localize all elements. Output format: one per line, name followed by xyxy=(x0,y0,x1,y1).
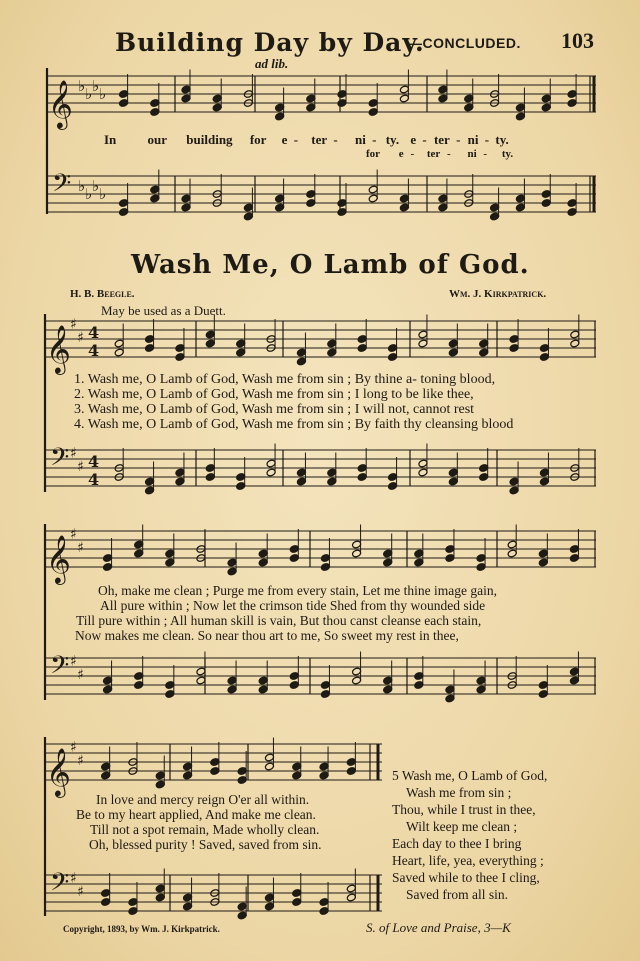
flat-sign: ♭ xyxy=(78,76,86,95)
sharp-sign: ♯ xyxy=(70,870,77,887)
sharp-sign: ♯ xyxy=(77,884,84,901)
sharp-sign: ♯ xyxy=(77,330,84,347)
flat-sign: ♭ xyxy=(92,176,100,195)
stanza5-line-7: Saved while to thee I cling, xyxy=(392,870,540,885)
time-signature: 4 xyxy=(88,452,100,471)
flat-sign: ♭ xyxy=(99,84,107,103)
sharp-sign: ♯ xyxy=(77,459,84,476)
sharp-sign: ♯ xyxy=(70,739,77,756)
sharp-sign: ♯ xyxy=(77,540,84,557)
verse-line-4: 4. Wash me, O Lamb of God, Wash me from sin ; By faith thy cleansing blood xyxy=(74,417,514,432)
stanza5-line-8: Saved from all sin. xyxy=(406,887,508,902)
flat-sign: ♭ xyxy=(99,184,107,203)
stanza5-line-6: Heart, life, yea, everything ; xyxy=(392,853,544,868)
copyright-note: Copyright, 1893, by Wm. J. Kirkpatrick. xyxy=(63,924,220,934)
final-line-4: Oh, blessed purity ! Saved, saved from sin. xyxy=(89,837,322,852)
time-signature: 4 xyxy=(88,323,100,342)
page-number: 103 xyxy=(561,28,594,53)
bass-clef: 𝄢 xyxy=(50,650,70,686)
top-lyric-line-2: for e - ter - ni - ty. xyxy=(366,148,514,160)
sharp-sign: ♯ xyxy=(70,445,77,462)
stanza5-line-1: 5 Wash me, O Lamb of God, xyxy=(392,768,548,783)
composer-credit: Wm. J. Kirkpatrick. xyxy=(449,288,547,300)
treble-clef: 𝄞 xyxy=(46,747,71,796)
middle-line-1: Oh, make me clean ; Purge me from every stain, Let me thine image gain, xyxy=(98,583,497,598)
stanza5-line-3: Thou, while I trust in thee, xyxy=(392,802,536,817)
stanza5-line-5: Each day to thee I bring xyxy=(392,836,522,851)
bass-clef: 𝄢 xyxy=(52,168,72,204)
treble-clef: 𝄞 xyxy=(48,79,73,128)
bass-clef: 𝄢 xyxy=(50,867,70,903)
bass-clef: 𝄢 xyxy=(50,442,70,478)
time-signature: 4 xyxy=(88,341,100,360)
sharp-sign: ♯ xyxy=(70,653,77,670)
stanza5-line-4: Wilt keep me clean ; xyxy=(406,819,518,834)
sharp-sign: ♯ xyxy=(77,667,84,684)
treble-clef: 𝄞 xyxy=(46,534,71,583)
ad-lib-marking: ad lib. xyxy=(255,56,289,71)
verse-line-1: 1. Wash me, O Lamb of God, Wash me from sin ; By thine a- toning blood, xyxy=(74,372,496,387)
section-title: Building Day by Day. xyxy=(115,28,425,57)
flat-sign: ♭ xyxy=(78,176,86,195)
top-lyric-line-1: In our building for e - ter - ni - ty. e - ter - ni - ty. xyxy=(104,132,509,147)
final-line-1: In love and mercy reign O'er all within. xyxy=(96,792,310,807)
sharp-sign: ♯ xyxy=(77,753,84,770)
middle-line-3: Till pure within ; All human skill is vain, But thou canst cleanse each stain, xyxy=(76,613,482,628)
duett-note: May be used as a Duett. xyxy=(101,303,226,318)
stanza5-line-2: Wash me from sin ; xyxy=(406,785,512,800)
verse-line-2: 2. Wash me, O Lamb of God, Wash me from sin ; I long to be like thee, xyxy=(74,387,474,402)
middle-line-2: All pure within ; Now let the crimson tide Shed from thy wounded side xyxy=(100,598,486,613)
concluded-label: —CONCLUDED. xyxy=(408,35,521,51)
sharp-sign: ♯ xyxy=(70,316,77,333)
flat-sign: ♭ xyxy=(85,184,93,203)
verse-line-3: 3. Wash me, O Lamb of God, Wash me from sin ; I will not, cannot rest xyxy=(74,402,475,417)
final-line-3: Till not a spot remain, Made wholly clean. xyxy=(90,822,320,837)
treble-clef: 𝄞 xyxy=(46,324,71,373)
author-credit: H. B. Beegle. xyxy=(70,288,135,300)
flat-sign: ♭ xyxy=(85,84,93,103)
flat-sign: ♭ xyxy=(92,76,100,95)
verse-block xyxy=(74,372,513,432)
stanza-5 xyxy=(392,767,547,903)
time-signature: 4 xyxy=(88,470,100,489)
source-note: S. of Love and Praise, 3—K xyxy=(366,920,511,935)
sharp-sign: ♯ xyxy=(70,526,77,543)
final-line-2: Be to my heart applied, And make me clean. xyxy=(76,807,316,822)
hymn-title: Wash Me, O Lamb of God. xyxy=(131,250,530,280)
middle-line-4: Now makes me clean. So near thou art to me, So sweet my rest in thee, xyxy=(75,628,459,643)
